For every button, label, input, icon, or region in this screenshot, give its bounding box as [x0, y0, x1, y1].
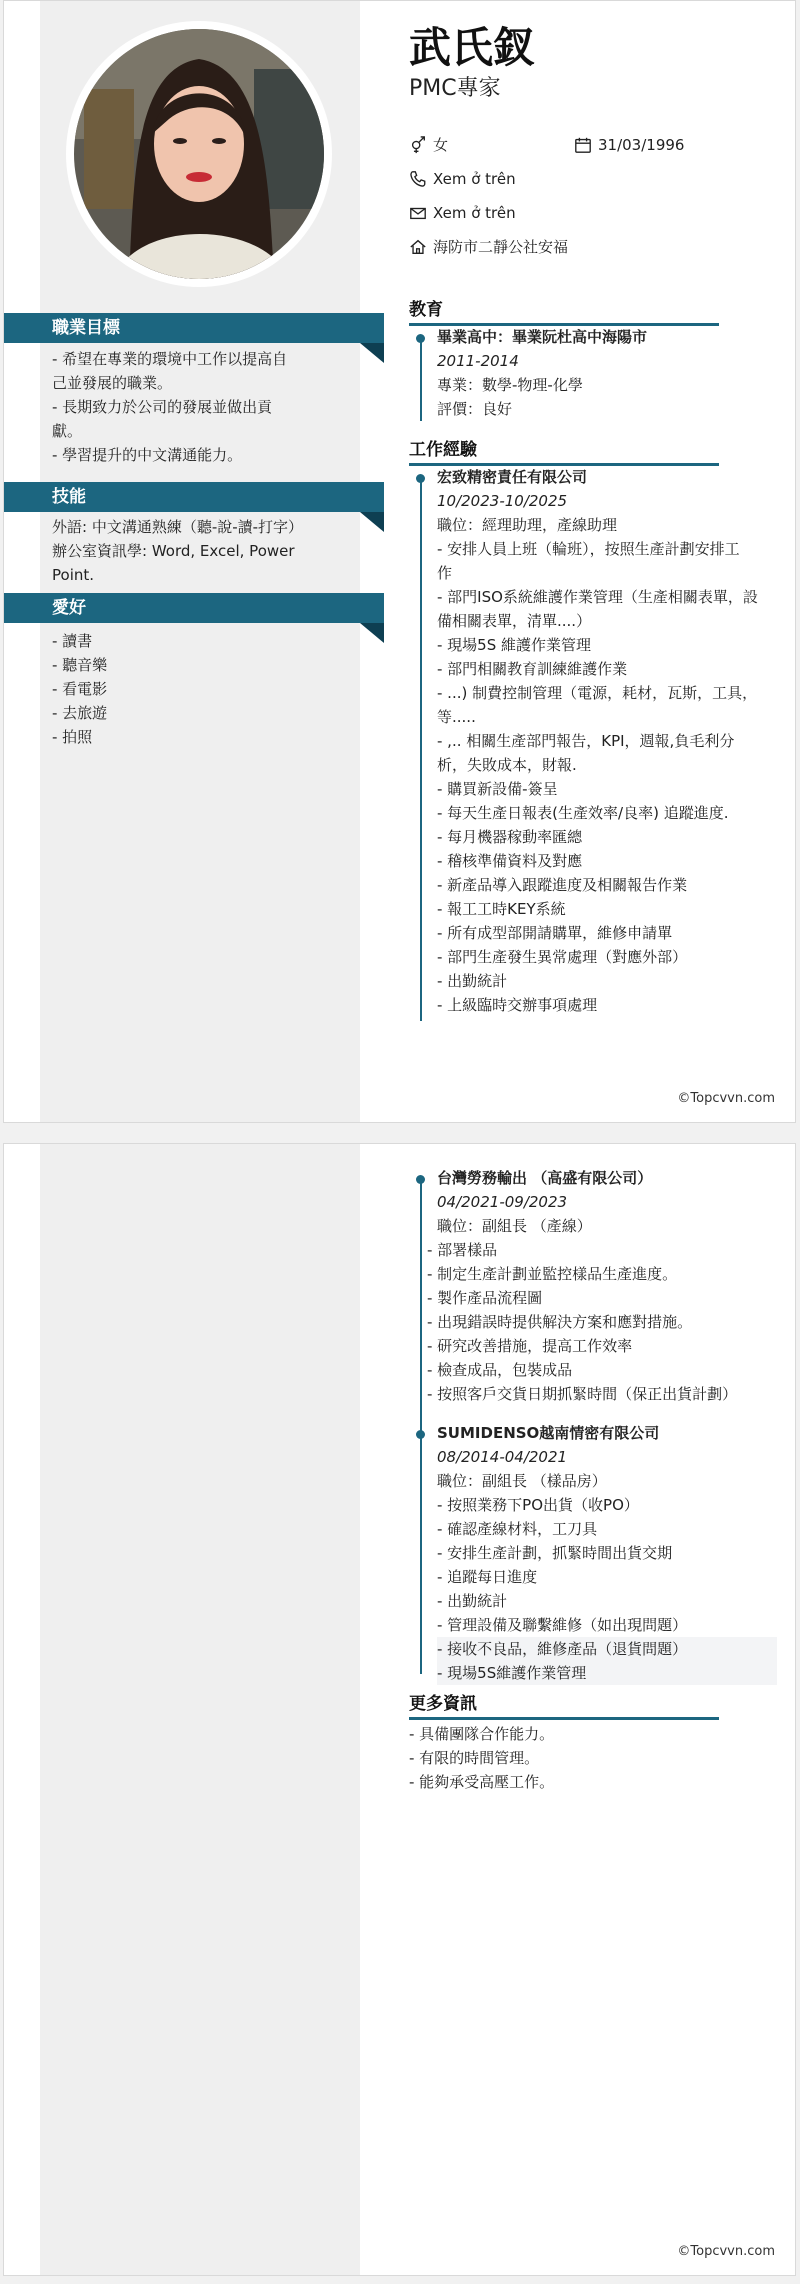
calendar-icon: [574, 136, 592, 154]
job-line: - 部門相關教育訓練維護作業: [437, 660, 628, 678]
gender-row: [409, 134, 448, 156]
job-line: - 出勤統計: [437, 972, 508, 990]
job-line: 職位：副組長 （樣品房）: [437, 1472, 607, 1490]
hobbies-heading: 愛好: [4, 593, 384, 623]
skills-heading: 技能: [4, 482, 384, 512]
hobby-item: - 讀書: [52, 632, 93, 650]
job-line: - 按照客戶交貨日期抓緊時間（保正出貨計劃）: [427, 1385, 738, 1403]
resume-page-1: [3, 0, 796, 1123]
birthdate-value: 31/03/1996: [598, 136, 685, 154]
job-line: - 制定生產計劃並監控樣品生產進度。: [427, 1265, 678, 1283]
home-icon: [409, 238, 427, 256]
objective-list: [52, 347, 337, 467]
job-line: 備相關表單，清單....）: [437, 612, 592, 630]
phone-row: [409, 168, 516, 190]
job-date: 08/2014-04/2021: [437, 1448, 568, 1466]
company-name: 宏致精密責任有限公司: [437, 468, 588, 486]
address-row: [409, 236, 568, 258]
avatar-frame: [66, 21, 332, 287]
job-duties: [427, 1238, 767, 1406]
job-entry: [437, 465, 777, 1017]
sidebar-background: [40, 1144, 360, 2275]
education-date: 2011-2014: [437, 352, 519, 370]
experience-timeline: [420, 1176, 422, 1674]
job-bullet: [416, 474, 425, 483]
education-line: 專業：數學-物理-化學: [437, 376, 583, 394]
gender-icon: [409, 136, 427, 154]
hobby-item: - 聽音樂: [52, 656, 108, 674]
job-line: - 部門生產發生異常處理（對應外部）: [437, 948, 688, 966]
skill-line: Point.: [52, 566, 95, 584]
objective-line: - 長期致力於公司的發展並做出貢: [52, 398, 273, 416]
job-line: 職位：副組長 （產線）: [437, 1217, 592, 1235]
job-line: 析，失敗成本，財報.: [437, 756, 577, 774]
more-info-item: - 具備團隊合作能力。: [409, 1725, 555, 1743]
job-line: 職位：經理助理，產線助理: [437, 516, 618, 534]
skills-ribbon-fold: [360, 512, 384, 532]
birthdate-row: [574, 134, 684, 156]
objective-line: 己並發展的職業。: [52, 374, 173, 392]
company-name: 台灣勞務輸出 （高盛有限公司）: [437, 1169, 653, 1187]
objective-line: - 學習提升的中文溝通能力。: [52, 446, 243, 464]
job-line: - 安排生產計劃，抓緊時間出貨交期: [437, 1544, 673, 1562]
more-info-item: - 有限的時間管理。: [409, 1749, 540, 1767]
phone-icon: [409, 170, 427, 188]
job-line: - 部署樣品: [427, 1241, 498, 1259]
job-line: - ,.. 相關生產部門報告，KPI，週報,負毛利分: [437, 732, 735, 750]
job-line: - ...) 制費控制管理（電源，耗材，瓦斯，工具，: [437, 684, 758, 702]
job-line: 等.....: [437, 708, 476, 726]
education-line: 評價：良好: [437, 400, 513, 418]
experience-heading: 工作經驗: [409, 435, 719, 466]
job-line: - 所有成型部開請購單，維修申請單: [437, 924, 673, 942]
hobby-item: - 看電影: [52, 680, 108, 698]
skill-line: 辦公室資訊學: Word, Excel, Power: [52, 542, 295, 560]
job-line: - 接收不良品，維修產品（退貨問題）: [437, 1637, 777, 1661]
job-date: 04/2021-09/2023: [437, 1193, 568, 1211]
footer-credit: ©Topcvvn.com: [677, 2244, 775, 2259]
skills-list: [52, 515, 337, 587]
job-line: - 購買新設備-簽呈: [437, 780, 558, 798]
avatar: [74, 29, 324, 279]
company-name: SUMIDENSO越南情密有限公司: [437, 1424, 660, 1442]
objective-line: 獻。: [52, 422, 83, 440]
education-heading: 教育: [409, 295, 719, 326]
job-line: - 出現錯誤時提供解決方案和應對措施。: [427, 1313, 693, 1331]
job-title: PMC專家: [409, 76, 501, 101]
job-line: - 出勤統計: [437, 1592, 508, 1610]
address-value: 海防市二靜公社安福: [433, 238, 569, 256]
school-name: 畢業高中：畢業阮杜高中海陽市: [437, 328, 648, 346]
job-line: - 檢查成品，包裝成品: [427, 1361, 573, 1379]
job-line: - 報工工時KEY系統: [437, 900, 566, 918]
job-bullet: [416, 1175, 425, 1184]
more-info-heading: 更多資訊: [409, 1689, 719, 1720]
job-line: - 現場5S維護作業管理: [437, 1661, 777, 1685]
job-line: - 上級臨時交辦事項處理: [437, 996, 598, 1014]
hobbies-ribbon-fold: [360, 623, 384, 643]
job-line: - 按照業務下PO出貨（收PO）: [437, 1496, 639, 1514]
education-bullet: [416, 334, 425, 343]
job-line: - 管理設備及聯繫維修（如出現問題）: [437, 1616, 688, 1634]
hobby-item: - 去旅遊: [52, 704, 108, 722]
resume-page-2: [3, 1143, 796, 2276]
gender-value: 女: [433, 136, 449, 154]
job-line: - 每月機器稼動率匯總: [437, 828, 583, 846]
candidate-name: 武氏釵: [409, 23, 536, 72]
job-line: - 確認產線材料，工刀具: [437, 1520, 598, 1538]
job-entry: [437, 1421, 777, 1685]
hobbies-list: [52, 629, 337, 749]
email-row: [409, 202, 516, 224]
mail-icon: [409, 204, 427, 222]
experience-timeline: [420, 475, 422, 1021]
email-value: Xem ở trên: [433, 204, 516, 222]
education-timeline: [420, 335, 422, 421]
objective-heading: 職業目標: [4, 313, 384, 343]
phone-value: Xem ở trên: [433, 170, 516, 188]
skill-line: 外語: 中文溝通熟練（聽-說-讀-打字）: [52, 518, 304, 536]
job-line: - 稽核準備資料及對應: [437, 852, 583, 870]
job-line: - 製作產品流程圖: [427, 1289, 543, 1307]
job-line: - 研究改善措施，提高工作效率: [427, 1337, 633, 1355]
objective-ribbon-fold: [360, 343, 384, 363]
footer-credit: ©Topcvvn.com: [677, 1091, 775, 1106]
job-line: 作: [437, 564, 453, 582]
job-line: - 新產品導入跟蹤進度及相關報告作業: [437, 876, 688, 894]
job-line: - 現場5S 維護作業管理: [437, 636, 592, 654]
job-line: - 部門ISO系統維護作業管理（生產相關表單，設: [437, 588, 758, 606]
job-line: - 每天生產日報表(生產效率/良率) 追蹤進度.: [437, 804, 729, 822]
job-entry: [437, 1166, 777, 1238]
education-entry: [437, 325, 777, 421]
more-info-list: [409, 1722, 749, 1794]
job-bullet: [416, 1430, 425, 1439]
job-line: - 追蹤每日進度: [437, 1568, 538, 1586]
more-info-item: - 能夠承受高壓工作。: [409, 1773, 555, 1791]
hobby-item: - 拍照: [52, 728, 93, 746]
objective-line: - 希望在專業的環境中工作以提高自: [52, 350, 288, 368]
job-date: 10/2023-10/2025: [437, 492, 568, 510]
job-line: - 安排人員上班（輪班），按照生產計劃安排工: [437, 540, 740, 558]
